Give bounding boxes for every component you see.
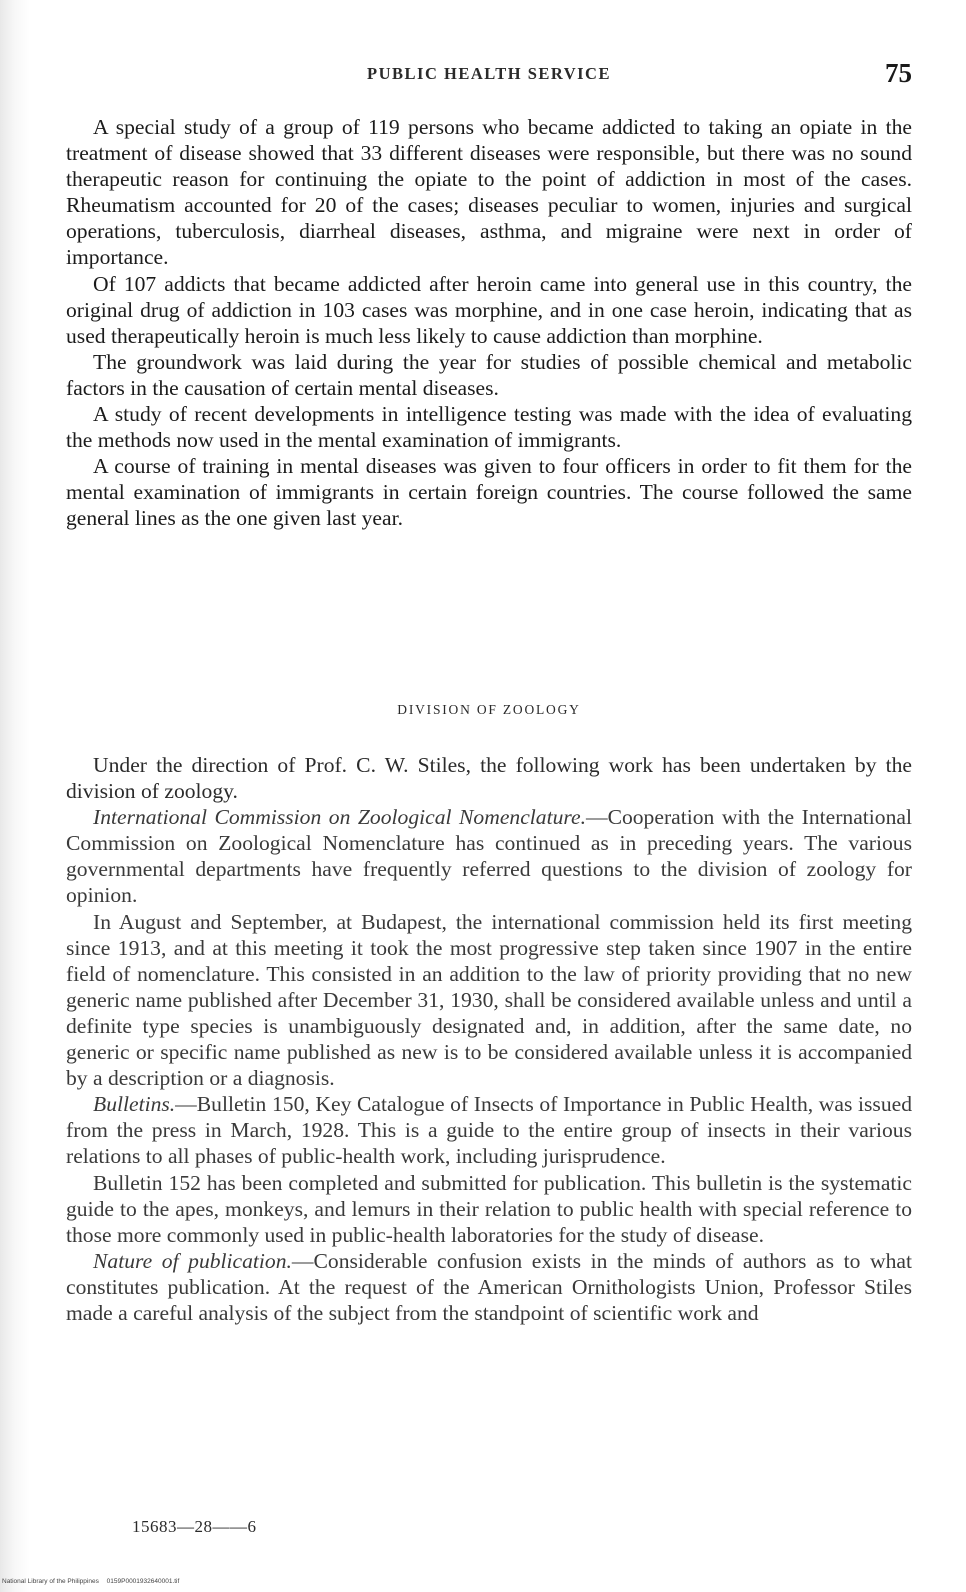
top-text-block (66, 114, 912, 532)
bulletins-text: —Bulletin 150, Key Catalogue of Insects of Importance in Public Health, was issued from the press in March, 1928. This is a guide to the entire group of insects in their various relations to all phases of public-health work, including jurisprudence. (66, 1092, 912, 1169)
paragraph-intelligence-testing: A study of recent developments in intelligence testing was made with the idea of evaluating the methods now used in the mental examination of immigrants. (66, 402, 912, 453)
scan-imprint (2, 1578, 185, 1585)
bulletins-subheading: Bulletins. (93, 1092, 176, 1117)
paragraph-groundwork: The groundwork was laid during the year for studies of possible chemical and metabolic factors in the causation of certain mental diseases. (66, 349, 912, 400)
imprint-filename: 0159P0001932640001.tif (106, 1578, 180, 1585)
imprint-library: National Library of the Philippines (2, 1578, 99, 1585)
commission-text: —Cooperation with the International Commission on Zoological Nomenclature has continued as in preceding years. The various governmental departments have frequently referred questions to the division of zoology for opinion. (66, 805, 912, 908)
publication-subheading: Nature of publication. (93, 1248, 292, 1273)
page-header (66, 58, 912, 92)
paragraph-heroin-addicts: Of 107 addicts that became addicted after heroin came into general use in this country, the original drug of addiction in 103 cases was morphine, and in one case heroin, indicating that as used therapeutically heroin is much less likely to cause addiction than morphine. (66, 271, 912, 348)
section-heading: DIVISION OF ZOOLOGY (397, 702, 581, 717)
page-number: 75 (885, 58, 912, 88)
paragraph-opiate-study: A special study of a group of 119 persons who became addicted to taking an opiate in the treatment of disease showed that 33 different diseases were responsible, but there was no sound therapeutic reason for continuing the opiate to the point of addiction in most of the cases. Rheumatism accounted for 20 of the cases; diseases peculiar to women, injuries and surgical operations, tuberculosis, diarrheal diseases, asthma, and migraine were next in order of importance. (66, 115, 912, 270)
publication-text: —Considerable confusion exists in the minds of authors as to what constitutes publication. At the request of the American Ornithologists Union, Professor Stiles made a careful analysis of the subject from the standpoint of scientific work and (66, 1248, 912, 1325)
running-head: PUBLIC HEALTH SERVICE (367, 64, 611, 83)
signature-mark: 15683—28——6 (132, 1517, 257, 1536)
paragraph-commission (66, 804, 912, 908)
paragraph-publication (66, 1248, 912, 1326)
paragraph-bulletins (66, 1091, 912, 1169)
commission-subheading: International Commission on Zoological Nomenclature. (93, 805, 586, 830)
paragraph-bulletin-152: Bulletin 152 has been completed and submitted for publication. This bulletin is the systematic guide to the apes, monkeys, and lemurs in their relation to public health with special reference to those more commonly used in public-health laboratories for the study of disease. (66, 1170, 912, 1247)
paragraph-zoology-intro: Under the direction of Prof. C. W. Stiles, the following work has been undertaken by the division of zoology. (66, 753, 912, 804)
paragraph-budapest-meeting: In August and September, at Budapest, the international commission held its first meeting since 1913, and at this meeting it took the most progressive step taken since 1907 in the entire field of nomenclature. This consisted in an addition to the law of priority providing that no new generic name published after December 31, 1930, shall be considered available unless and until a definite type species is unambiguously designated and, in addition, after the same date, no generic or specific name published as new is to be considered available unless it is accompanied by a description or a diagnosis. (66, 909, 912, 1091)
paragraph-training-course: A course of training in mental diseases was given to four officers in order to fit them for the mental examination of immigrants in certain foreign countries. The course followed the same general lines as the one given last year. (66, 454, 912, 531)
zoology-text-block (66, 752, 912, 1326)
